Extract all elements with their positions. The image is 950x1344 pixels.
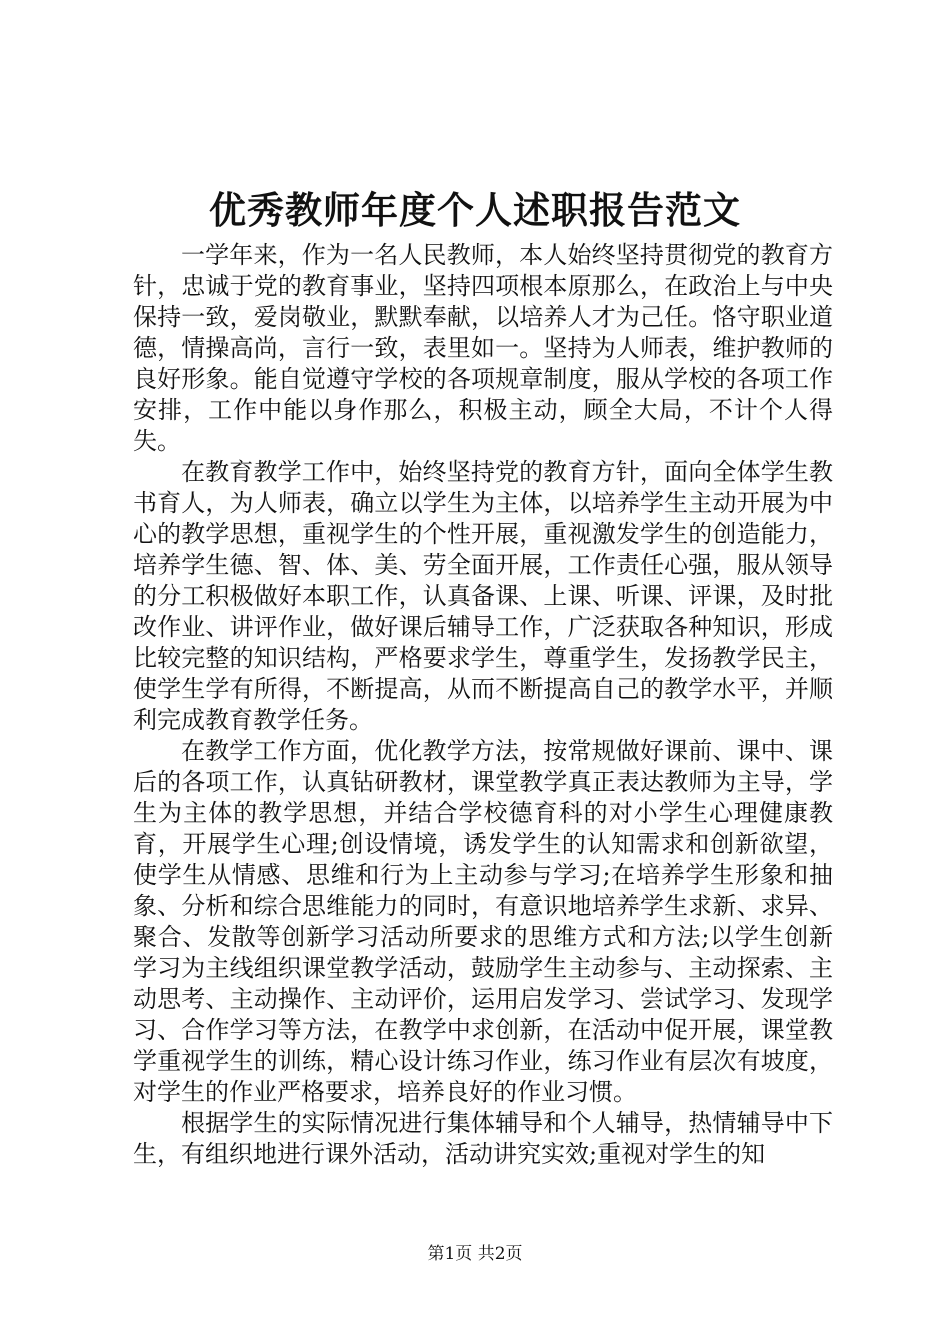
paragraph: 在教育教学工作中，始终坚持党的教育方针，面向全体学生教书育人，为人师表，确立以学生为主体，以培养学生主动开展为中心的教学思想，重视学生的个性开展，重视激发学生的创造能力，培养学生德、智、体、美、劳全面开展，工作责任心强，服从领导的分工积极做好本职工作，认真备课、上课、听课、评课，及时批改作业、讲评作业，做好课后辅导工作，广泛获取各种知识，形成比较完整的知识结构，严格要求学生，尊重学生，发扬教学民主，使学生学有所得，不断提高，从而不断提高自己的教学水平，并顺利完成教育教学任务。 (133, 458, 833, 734)
paragraph: 根据学生的实际情况进行集体辅导和个人辅导，热情辅导中下生，有组织地进行课外活动，活动讲究实效;重视对学生的知 (133, 1109, 833, 1168)
document-body (133, 240, 833, 1170)
paragraph: 一学年来，作为一名人民教师，本人始终坚持贯彻党的教育方针，忠诚于党的教育事业，坚持四项根本原那么，在政治上与中央保持一致，爱岗敬业，默默奉献，以培养人才为己任。恪守职业道德，情操高尚，言行一致，表里如一。坚持为人师表，维护教师的良好形象。能自觉遵守学校的各项规章制度，服从学校的各项工作安排，工作中能以身作那么，积极主动，顾全大局，不计个人得失。 (133, 241, 833, 455)
page-number-footer: 第1页 共2页 (427, 1244, 523, 1264)
paragraph: 在教学工作方面，优化教学方法，按常规做好课前、课中、课后的各项工作，认真钻研教材，课堂教学真正表达教师为主导，学生为主体的教学思想，并结合学校德育科的对小学生心理健康教育，开展学生心理;创设情境，诱发学生的认知需求和创新欲望，使学生从情感、思维和行为上主动参与学习;在培养学生形象和抽象、分析和综合思维能力的同时，有意识地培养学生求新、求异、聚合、发散等创新学习活动所要求的思维方式和方法;以学生创新学习为主线组织课堂教学活动，鼓励学生主动参与、主动探索、主动思考、主动操作、主动评价，运用启发学习、尝试学习、发现学习、合作学习等方法，在教学中求创新，在活动中促开展，课堂教学重视学生的训练，精心设计练习作业，练习作业有层次有坡度，对学生的作业严格要求，培养良好的作业习惯。 (133, 737, 833, 1106)
document-title: 优秀教师年度个人述职报告范文 (209, 188, 741, 232)
